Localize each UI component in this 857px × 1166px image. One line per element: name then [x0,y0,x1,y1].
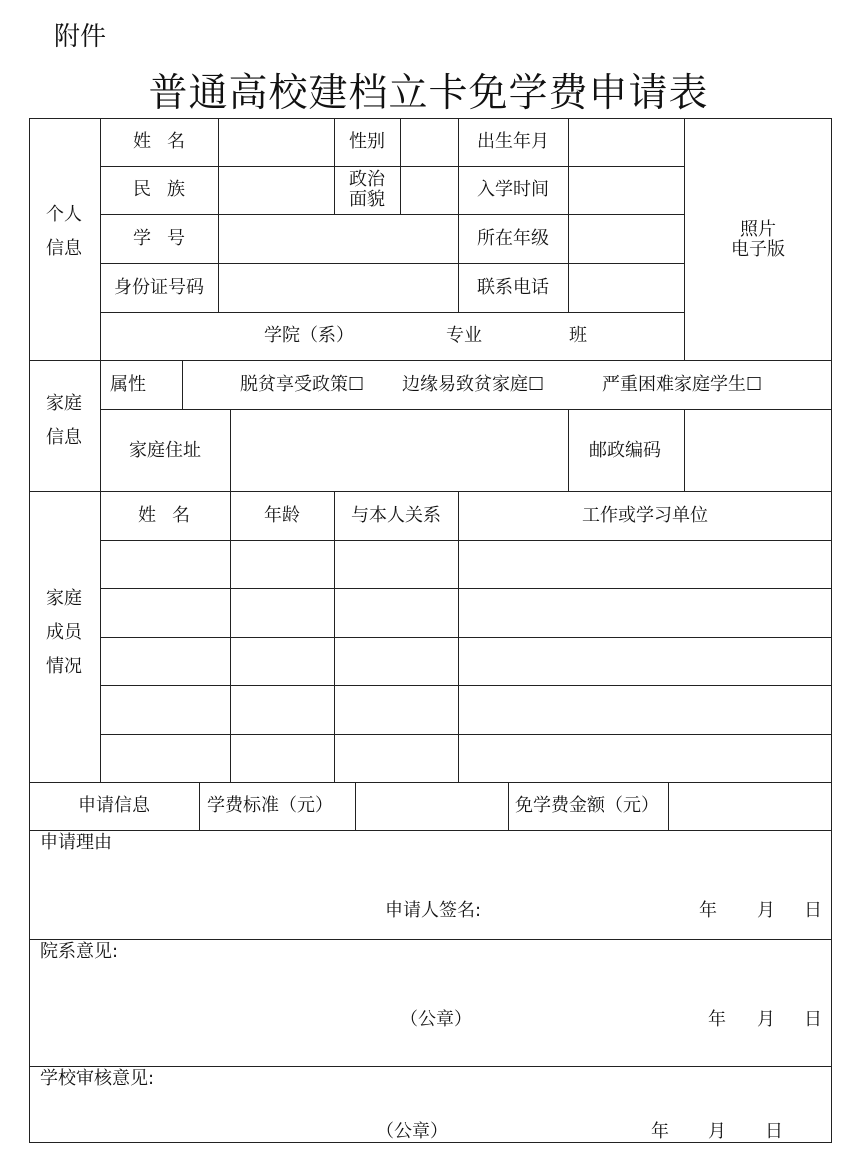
date-year: 年 [708,1009,726,1030]
row-line [100,409,832,410]
label-student-id: 学号 [133,228,201,249]
header-member-workplace: 工作或学习单位 [582,505,708,526]
label-ethnicity: 民族 [133,179,201,200]
label-postcode: 邮政编码 [589,440,661,461]
label-exempt-amount: 免学费金额（元） [515,795,659,816]
date-month: 月 [708,1121,726,1142]
label-college: 学院（系） [264,325,354,346]
section-label-family: 家庭 信息 [46,393,82,448]
label-class: 班 [569,325,587,346]
label-official-seal: （公章） [400,1009,472,1030]
col-line [230,409,231,491]
row-line [100,588,832,589]
option-severe-hardship[interactable]: 严重困难家庭学生☐ [602,374,763,395]
col-line [199,782,200,830]
row-line [100,734,832,735]
col-line [355,782,356,830]
date-day: 日 [804,1009,822,1030]
form-title: 普通高校建档立卡免学费申请表 [148,71,709,116]
col-line [334,118,335,214]
section-label-members: 家庭 成员 情况 [46,588,82,677]
col-line [568,409,569,491]
header-member-name: 姓名 [138,505,206,526]
label-id-number: 身份证号码 [114,277,204,298]
label-gender: 性别 [349,131,385,152]
row-line [100,540,832,541]
header-member-age: 年龄 [264,505,300,526]
date-year: 年 [699,900,717,921]
row-line [100,685,832,686]
label-reason: 申请理由 [40,832,112,853]
row-line [100,166,684,167]
label-application-info: 申请信息 [78,795,150,816]
label-political: 政治 面貌 [349,169,385,210]
option-marginal-family[interactable]: 边缘易致贫家庭☐ [402,374,545,395]
col-line [458,491,459,782]
section-label-personal: 个人 信息 [46,204,82,259]
photo-placeholder: 照片 电子版 [731,219,785,260]
date-year: 年 [651,1121,669,1142]
row-line [100,263,684,264]
row-line [100,214,684,215]
row-line [100,312,684,313]
label-applicant-signature: 申请人签名: [385,900,482,921]
date-day: 日 [804,900,822,921]
row-line [29,360,832,361]
checkbox[interactable]: ☐ [348,374,365,395]
label-official-seal: （公章） [376,1121,448,1142]
option-poverty-relief[interactable]: 脱贫享受政策☐ [240,374,365,395]
row-line [29,782,832,783]
table-border-left [29,118,30,1143]
row-line [29,491,832,492]
col-line [508,782,509,830]
col-line [182,360,183,409]
label-grade: 所在年级 [477,228,549,249]
row-line [100,637,832,638]
row-line [29,830,832,831]
label-major: 专业 [446,325,482,346]
label-enroll: 入学时间 [477,179,549,200]
checkbox[interactable]: ☐ [746,374,763,395]
label-school-review: 学校审核意见: [40,1068,155,1089]
label-attribute: 属性 [110,374,146,395]
attachment-label: 附件 [54,22,107,52]
col-line [668,782,669,830]
label-address: 家庭住址 [129,440,201,461]
table-border-top [29,118,832,119]
col-line [568,118,569,312]
row-line [29,1066,832,1067]
col-line [684,409,685,491]
label-birth: 出生年月 [477,131,549,152]
col-line [100,118,101,782]
col-line [684,118,685,360]
col-line [458,118,459,312]
date-day: 日 [765,1121,783,1142]
col-line [230,491,231,782]
header-member-relation: 与本人关系 [351,505,441,526]
label-tuition-standard: 学费标准（元） [207,795,333,816]
checkbox[interactable]: ☐ [528,374,545,395]
label-department-opinion: 院系意见: [40,941,119,962]
col-line [400,118,401,214]
date-month: 月 [757,900,775,921]
col-line [218,118,219,312]
label-name: 姓名 [133,131,201,152]
table-border-right [831,118,832,1143]
label-phone: 联系电话 [477,277,549,298]
col-line [334,491,335,782]
table-border-bottom [29,1142,832,1143]
date-month: 月 [757,1009,775,1030]
row-line [29,939,832,940]
